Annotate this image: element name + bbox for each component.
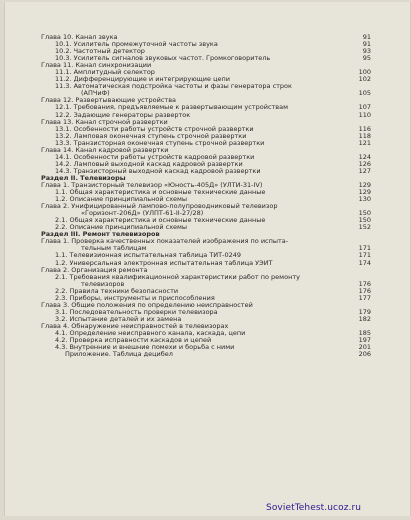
toc-entry-title: 2.1. Требования квалификационной характеристики работ по ремонту [55, 272, 300, 281]
toc-entry-title: Глава 2. Унифицированный лампово-полупроводниковый телевизор [41, 202, 278, 211]
toc-entry-title: Глава 10. Канал звука [41, 33, 118, 41]
toc-entry-page: 176 [358, 286, 371, 295]
toc-entry-page: 177 [358, 293, 371, 302]
toc-entry-page: 185 [358, 328, 371, 337]
toc-entry-title: 12.2. Задающие генераторы разверток [55, 110, 191, 119]
toc-entry-title: «Горизонт-206Д» (УЛПТ-61-II-27/28) [81, 209, 204, 218]
site-watermark: SovietTehest.ucoz.ru [266, 503, 362, 513]
toc-entry-title: 14.1. Особенности работы устройств кадровой развертки [55, 152, 255, 161]
toc-entry-page: 176 [358, 279, 371, 288]
toc-entry-page: 93 [362, 47, 371, 56]
toc-entry-page: 121 [358, 138, 371, 147]
toc-entry-title: 11.1. Амплитудный селектор [55, 68, 155, 77]
toc-entry-page: 95 [362, 54, 371, 63]
table-of-contents [41, 34, 371, 358]
toc-entry-title: (АПЧиФ) [81, 89, 110, 98]
toc-entry-page: 118 [358, 131, 371, 140]
toc-entry-page: 105 [358, 89, 371, 98]
toc-entry-page: 130 [358, 195, 371, 204]
toc-entry-page: 152 [358, 223, 371, 232]
toc-entry [41, 351, 371, 358]
page-paper [4, 2, 411, 516]
toc-entry-title: 4.2. Проверка исправности каскадов и цепей [55, 336, 212, 345]
toc-entry-title: 10.1. Усилитель промежуточной частоты звука [55, 40, 218, 49]
toc-entry-title: 10.2. Частотный детектор [55, 47, 145, 56]
toc-entry-page: 171 [358, 244, 371, 253]
toc-entry-page: 124 [358, 152, 371, 161]
toc-entry-title: Глава 1. Проверка качественных показателей изображения по испыта- [41, 237, 289, 246]
toc-entry-page: 129 [358, 180, 371, 189]
toc-entry-title: Глава 1. Транзисторный телевизор «Юность-405Д» (УЛТИ-31-IV) [41, 180, 263, 189]
toc-entry-title: 2.2. Правила техники безопасности [55, 286, 179, 295]
toc-entry-page: 150 [358, 209, 371, 218]
toc-entry-page: 100 [358, 68, 371, 77]
toc-entry-title: 1.2. Описание принципиальной схемы [55, 195, 188, 204]
toc-entry-title: Приложение. Таблица децибел [65, 350, 173, 359]
toc-entry-page: 126 [358, 159, 371, 168]
toc-entry-title: Глава 3. Общие положения по определению неисправностей [41, 300, 253, 309]
toc-entry-page: 127 [358, 166, 371, 175]
toc-entry-title: 14.2. Ламповый выходной каскад кадровой развертки [55, 159, 243, 168]
toc-entry-page: 91 [362, 40, 371, 49]
toc-entry-title: Раздел II. Телевизоры [41, 173, 126, 182]
toc-entry-title: Глава 13. Канал строчной развертки [41, 117, 168, 126]
toc-entry-title: Глава 11. Канал синхронизации [41, 61, 152, 70]
toc-entry-title: 2.3. Приборы, инструменты и приспособления [55, 293, 215, 302]
toc-entry-page: 197 [358, 336, 371, 345]
toc-entry-page: 91 [362, 33, 371, 41]
toc-entry-title: Глава 12. Развертывающие устройства [41, 96, 177, 105]
toc-entry-title: 11.3. Автоматическая подстройка частоты и фазы генератора строк [55, 82, 292, 91]
toc-entry-page: 182 [358, 314, 371, 323]
toc-entry-page: 171 [358, 251, 371, 260]
toc-entry-title: тельным таблицам [81, 244, 147, 253]
toc-entry-title: 13.2. Ламповая оконечная ступень строчной развертки [55, 131, 247, 140]
toc-entry-page: 102 [358, 75, 371, 84]
toc-entry-title: 3.1. Последовательность проверки телевизора [55, 307, 218, 316]
toc-entry-page: 201 [358, 343, 371, 352]
toc-entry-title: 11.2. Дифференцирующие и интегрирующие цепи [55, 75, 230, 84]
toc-entry-page: 174 [358, 258, 371, 267]
toc-entry-page: 179 [358, 307, 371, 316]
toc-entry-title: 4.3. Внутренние и внешние помехи и борьба с ними [55, 343, 235, 352]
toc-entry-title: 12.1. Требования, предъявляемые к развертывающим устройствам [55, 103, 289, 112]
toc-entry-page: 150 [358, 216, 371, 225]
toc-entry-title: Глава 14. Канал кадровой развертки [41, 145, 169, 154]
toc-entry-title: 13.1. Особенности работы устройств строчной развертки [55, 124, 254, 133]
toc-entry-title: 13.3. Транзисторная оконечная ступень строчной развертки [55, 138, 265, 147]
toc-entry-title: 1.2. Универсальная электронная испытательная таблица УЭИТ [55, 258, 273, 267]
toc-entry-title: Раздел III. Ремонт телевизоров [41, 230, 160, 239]
toc-entry-title: 10.3. Усилитель сигналов звуковых частот. Громкоговоритель [55, 54, 271, 63]
toc-entry-title: 2.2. Описание принципиальной схемы [55, 223, 188, 232]
toc-entry-page: 110 [358, 110, 371, 119]
toc-entry-title: Глава 2. Организация ремонта [41, 265, 148, 274]
toc-entry-page: 129 [358, 188, 371, 197]
toc-entry-title: 3.2. Испытание деталей и их замена [55, 314, 182, 323]
toc-entry-title: 2.1. Общая характеристика и основные технические данные [55, 216, 266, 225]
toc-entry-title: 14.3. Транзисторный выходной каскад кадровой развертки [55, 166, 261, 175]
toc-entry-page: 116 [358, 124, 371, 133]
toc-entry-title: 1.1. Общая характеристика и основные технические данные [55, 188, 266, 197]
toc-entry-title: 1.1. Телевизионная испытательная таблица ТИТ-0249 [55, 251, 242, 260]
toc-entry-page: 107 [358, 103, 371, 112]
toc-entry-page: 206 [358, 350, 371, 359]
toc-entry-title: Глава 4. Обнаружение неисправностей в телевизорах [41, 321, 229, 330]
toc-entry-title: 4.1. Определение неисправного канала, каскада, цепи [55, 328, 246, 337]
toc-entry-title: телевизоров [81, 279, 125, 288]
